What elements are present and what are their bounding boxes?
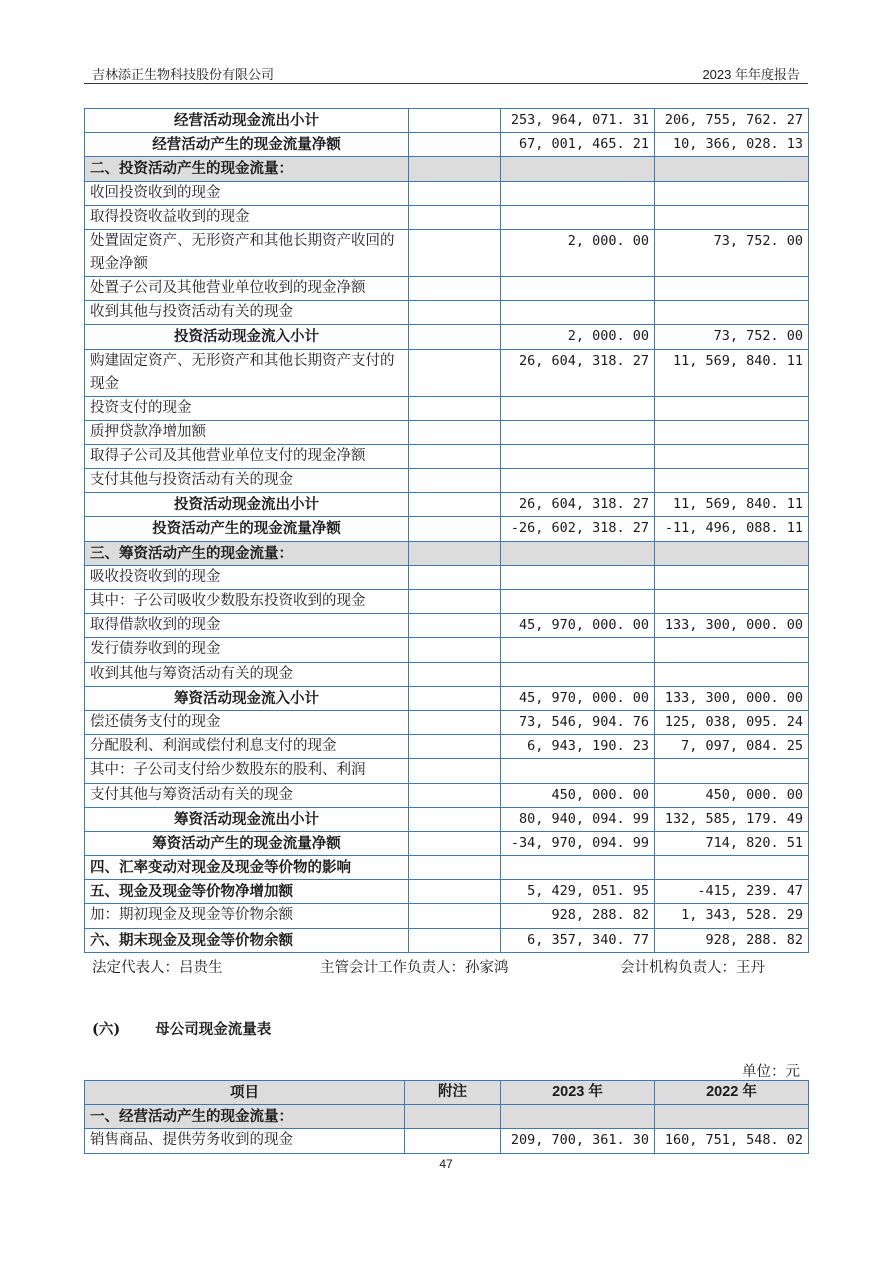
row-label: 支付其他与筹资活动有关的现金 bbox=[85, 783, 409, 807]
legal-representative: 法定代表人：吕贵生 bbox=[92, 960, 223, 976]
table-row bbox=[85, 276, 809, 300]
row-value-2023: 2, 000. 00 bbox=[501, 325, 655, 349]
table-row bbox=[85, 880, 809, 904]
row-note bbox=[409, 735, 501, 759]
row-label: 发行债券收到的现金 bbox=[85, 638, 409, 662]
row-note bbox=[409, 928, 501, 952]
row-note bbox=[409, 396, 501, 420]
table-header-row bbox=[85, 1081, 809, 1105]
row-value-2023: 209, 700, 361. 30 bbox=[501, 1129, 655, 1153]
row-note bbox=[409, 109, 501, 133]
row-note bbox=[409, 469, 501, 493]
row-label: 处置固定资产、无形资产和其他长期资产收回的现金净额 bbox=[85, 229, 409, 276]
table-row bbox=[85, 831, 809, 855]
table-row bbox=[85, 1129, 809, 1153]
row-label: 四、汇率变动对现金及现金等价物的影响 bbox=[85, 856, 409, 880]
table-row bbox=[85, 807, 809, 831]
row-value-2022 bbox=[655, 565, 809, 589]
row-value-2023 bbox=[501, 469, 655, 493]
row-note bbox=[409, 880, 501, 904]
table-row bbox=[85, 517, 809, 541]
table-row bbox=[85, 856, 809, 880]
row-note bbox=[409, 565, 501, 589]
row-value-2022: 928, 288. 82 bbox=[655, 928, 809, 952]
row-value-2023: 67, 001, 465. 21 bbox=[501, 133, 655, 157]
row-label: 加：期初现金及现金等价物余额 bbox=[85, 904, 409, 928]
row-value-2023 bbox=[501, 276, 655, 300]
row-value-2023 bbox=[501, 301, 655, 325]
table-row bbox=[85, 638, 809, 662]
row-label: 六、期末现金及现金等价物余额 bbox=[85, 928, 409, 952]
row-label: 投资活动现金流入小计 bbox=[85, 325, 409, 349]
row-value-2022: 73, 752. 00 bbox=[655, 325, 809, 349]
row-note bbox=[405, 1129, 501, 1153]
row-value-2023: 6, 943, 190. 23 bbox=[501, 735, 655, 759]
row-note bbox=[409, 662, 501, 686]
row-value-2022: -415, 239. 47 bbox=[655, 880, 809, 904]
table-row bbox=[85, 469, 809, 493]
row-value-2022 bbox=[655, 759, 809, 783]
row-value-2023: 253, 964, 071. 31 bbox=[501, 109, 655, 133]
row-note bbox=[409, 276, 501, 300]
section-heading bbox=[92, 1018, 271, 1039]
row-note bbox=[409, 325, 501, 349]
row-label: 筹资活动产生的现金流量净额 bbox=[85, 831, 409, 855]
row-label: 收回投资收到的现金 bbox=[85, 181, 409, 205]
row-label: 收到其他与筹资活动有关的现金 bbox=[85, 662, 409, 686]
row-note bbox=[409, 157, 501, 181]
row-value-2023 bbox=[501, 638, 655, 662]
table-row bbox=[85, 157, 809, 181]
row-label: 取得借款收到的现金 bbox=[85, 614, 409, 638]
table-row bbox=[85, 181, 809, 205]
row-label: 一、经营活动产生的现金流量： bbox=[85, 1105, 405, 1129]
section-title: 母公司现金流量表 bbox=[155, 1021, 272, 1038]
row-value-2023 bbox=[501, 157, 655, 181]
row-note bbox=[409, 614, 501, 638]
row-value-2023: 26, 604, 318. 27 bbox=[501, 493, 655, 517]
row-label: 经营活动产生的现金流量净额 bbox=[85, 133, 409, 157]
row-note bbox=[405, 1105, 501, 1129]
row-note bbox=[409, 301, 501, 325]
row-value-2022: 1, 343, 528. 29 bbox=[655, 904, 809, 928]
row-note bbox=[409, 517, 501, 541]
row-label: 分配股利、利润或偿付利息支付的现金 bbox=[85, 735, 409, 759]
row-note bbox=[409, 856, 501, 880]
row-value-2022 bbox=[655, 541, 809, 565]
row-value-2022 bbox=[655, 420, 809, 444]
row-value-2023 bbox=[501, 420, 655, 444]
row-label: 支付其他与投资活动有关的现金 bbox=[85, 469, 409, 493]
row-label: 取得投资收益收到的现金 bbox=[85, 205, 409, 229]
table-row bbox=[85, 229, 809, 276]
row-note bbox=[409, 590, 501, 614]
row-value-2022: 11, 569, 840. 11 bbox=[655, 493, 809, 517]
row-value-2023 bbox=[501, 662, 655, 686]
table-row bbox=[85, 735, 809, 759]
table-row bbox=[85, 325, 809, 349]
row-label: 投资活动现金流出小计 bbox=[85, 493, 409, 517]
row-value-2022: 132, 585, 179. 49 bbox=[655, 807, 809, 831]
row-value-2022: 133, 300, 000. 00 bbox=[655, 614, 809, 638]
row-value-2022 bbox=[655, 181, 809, 205]
table-row bbox=[85, 1105, 809, 1129]
table-row bbox=[85, 420, 809, 444]
table-row bbox=[85, 109, 809, 133]
row-value-2022: 160, 751, 548. 02 bbox=[655, 1129, 809, 1153]
header-2023: 2023 年 bbox=[501, 1081, 655, 1105]
row-label: 二、投资活动产生的现金流量： bbox=[85, 157, 409, 181]
row-note bbox=[409, 831, 501, 855]
row-note bbox=[409, 133, 501, 157]
row-note bbox=[409, 181, 501, 205]
row-label: 收到其他与投资活动有关的现金 bbox=[85, 301, 409, 325]
header-divider bbox=[84, 83, 808, 84]
row-value-2023 bbox=[501, 590, 655, 614]
row-note bbox=[409, 444, 501, 468]
row-value-2023: 450, 000. 00 bbox=[501, 783, 655, 807]
row-label: 偿还债务支付的现金 bbox=[85, 710, 409, 734]
row-value-2023: -26, 602, 318. 27 bbox=[501, 517, 655, 541]
row-note bbox=[409, 493, 501, 517]
row-value-2022 bbox=[655, 590, 809, 614]
row-value-2022 bbox=[655, 662, 809, 686]
row-value-2023: 2, 000. 00 bbox=[501, 229, 655, 276]
row-value-2022 bbox=[655, 444, 809, 468]
row-label: 经营活动现金流出小计 bbox=[85, 109, 409, 133]
row-note bbox=[409, 229, 501, 276]
row-value-2022: 133, 300, 000. 00 bbox=[655, 686, 809, 710]
header-item: 项目 bbox=[85, 1081, 405, 1105]
row-label: 其中：子公司吸收少数股东投资收到的现金 bbox=[85, 590, 409, 614]
row-value-2023 bbox=[501, 1105, 655, 1129]
row-label: 质押贷款净增加额 bbox=[85, 420, 409, 444]
row-value-2023: 73, 546, 904. 76 bbox=[501, 710, 655, 734]
row-value-2023: 45, 970, 000. 00 bbox=[501, 614, 655, 638]
row-value-2023 bbox=[501, 541, 655, 565]
row-value-2022: 714, 820. 51 bbox=[655, 831, 809, 855]
row-value-2022 bbox=[655, 638, 809, 662]
row-value-2023 bbox=[501, 444, 655, 468]
row-label: 吸收投资收到的现金 bbox=[85, 565, 409, 589]
table-row bbox=[85, 904, 809, 928]
table-row bbox=[85, 928, 809, 952]
row-note bbox=[409, 710, 501, 734]
table-row bbox=[85, 301, 809, 325]
accounting-org-head: 会计机构负责人：王丹 bbox=[620, 960, 765, 976]
row-value-2022 bbox=[655, 276, 809, 300]
row-value-2023: 26, 604, 318. 27 bbox=[501, 349, 655, 396]
row-note bbox=[409, 349, 501, 396]
row-value-2022 bbox=[655, 396, 809, 420]
page-number: 47 bbox=[439, 1157, 453, 1171]
row-value-2022: -11, 496, 088. 11 bbox=[655, 517, 809, 541]
row-value-2022 bbox=[655, 301, 809, 325]
row-value-2023: 928, 288. 82 bbox=[501, 904, 655, 928]
table-row bbox=[85, 783, 809, 807]
unit-label: 单位：元 bbox=[742, 1064, 800, 1080]
row-value-2022 bbox=[655, 856, 809, 880]
row-label: 购建固定资产、无形资产和其他长期资产支付的现金 bbox=[85, 349, 409, 396]
table-row bbox=[85, 541, 809, 565]
row-note bbox=[409, 686, 501, 710]
row-label: 其中：子公司支付给少数股东的股利、利润 bbox=[85, 759, 409, 783]
row-label: 取得子公司及其他营业单位支付的现金净额 bbox=[85, 444, 409, 468]
row-value-2023 bbox=[501, 181, 655, 205]
table-row bbox=[85, 662, 809, 686]
row-value-2023 bbox=[501, 565, 655, 589]
row-value-2022: 450, 000. 00 bbox=[655, 783, 809, 807]
table-row bbox=[85, 614, 809, 638]
row-note bbox=[409, 807, 501, 831]
row-value-2023: 80, 940, 094. 99 bbox=[501, 807, 655, 831]
row-value-2023: 45, 970, 000. 00 bbox=[501, 686, 655, 710]
row-value-2022 bbox=[655, 157, 809, 181]
row-note bbox=[409, 541, 501, 565]
row-value-2022: 7, 097, 084. 25 bbox=[655, 735, 809, 759]
header-note: 附注 bbox=[405, 1081, 501, 1105]
row-value-2022: 11, 569, 840. 11 bbox=[655, 349, 809, 396]
cash-flow-table-parent bbox=[84, 1080, 809, 1154]
row-label: 处置子公司及其他营业单位收到的现金净额 bbox=[85, 276, 409, 300]
table-row bbox=[85, 710, 809, 734]
row-value-2022: 73, 752. 00 bbox=[655, 229, 809, 276]
table-row bbox=[85, 444, 809, 468]
row-label: 筹资活动现金流出小计 bbox=[85, 807, 409, 831]
row-value-2023: 5, 429, 051. 95 bbox=[501, 880, 655, 904]
row-label: 筹资活动现金流入小计 bbox=[85, 686, 409, 710]
row-label: 三、筹资活动产生的现金流量： bbox=[85, 541, 409, 565]
row-note bbox=[409, 638, 501, 662]
table-row bbox=[85, 133, 809, 157]
table-row bbox=[85, 349, 809, 396]
cash-flow-table-consolidated bbox=[84, 108, 809, 953]
row-label: 投资活动产生的现金流量净额 bbox=[85, 517, 409, 541]
row-value-2023 bbox=[501, 205, 655, 229]
header-company: 吉林添正生物科技股份有限公司 bbox=[92, 68, 275, 83]
table-row bbox=[85, 396, 809, 420]
row-value-2023: 6, 357, 340. 77 bbox=[501, 928, 655, 952]
header-report-title: 2023 年年度报告 bbox=[702, 67, 800, 82]
table-row bbox=[85, 205, 809, 229]
row-note bbox=[409, 205, 501, 229]
row-value-2022: 125, 038, 095. 24 bbox=[655, 710, 809, 734]
row-label: 五、现金及现金等价物净增加额 bbox=[85, 880, 409, 904]
row-value-2023 bbox=[501, 759, 655, 783]
row-value-2023 bbox=[501, 396, 655, 420]
row-label: 销售商品、提供劳务收到的现金 bbox=[85, 1129, 405, 1153]
table-row bbox=[85, 759, 809, 783]
row-value-2022: 206, 755, 762. 27 bbox=[655, 109, 809, 133]
row-value-2022 bbox=[655, 1105, 809, 1129]
row-value-2022 bbox=[655, 469, 809, 493]
table-row bbox=[85, 493, 809, 517]
row-note bbox=[409, 759, 501, 783]
table-row bbox=[85, 686, 809, 710]
row-value-2022: 10, 366, 028. 13 bbox=[655, 133, 809, 157]
row-value-2022 bbox=[655, 205, 809, 229]
header-2022: 2022 年 bbox=[655, 1081, 809, 1105]
table-row bbox=[85, 565, 809, 589]
accounting-head: 主管会计工作负责人：孙家鸿 bbox=[320, 960, 509, 976]
table-row bbox=[85, 590, 809, 614]
row-label: 投资支付的现金 bbox=[85, 396, 409, 420]
row-value-2023 bbox=[501, 856, 655, 880]
row-note bbox=[409, 783, 501, 807]
section-number: (六) bbox=[92, 1021, 121, 1038]
row-note bbox=[409, 904, 501, 928]
row-note bbox=[409, 420, 501, 444]
row-value-2023: -34, 970, 094. 99 bbox=[501, 831, 655, 855]
